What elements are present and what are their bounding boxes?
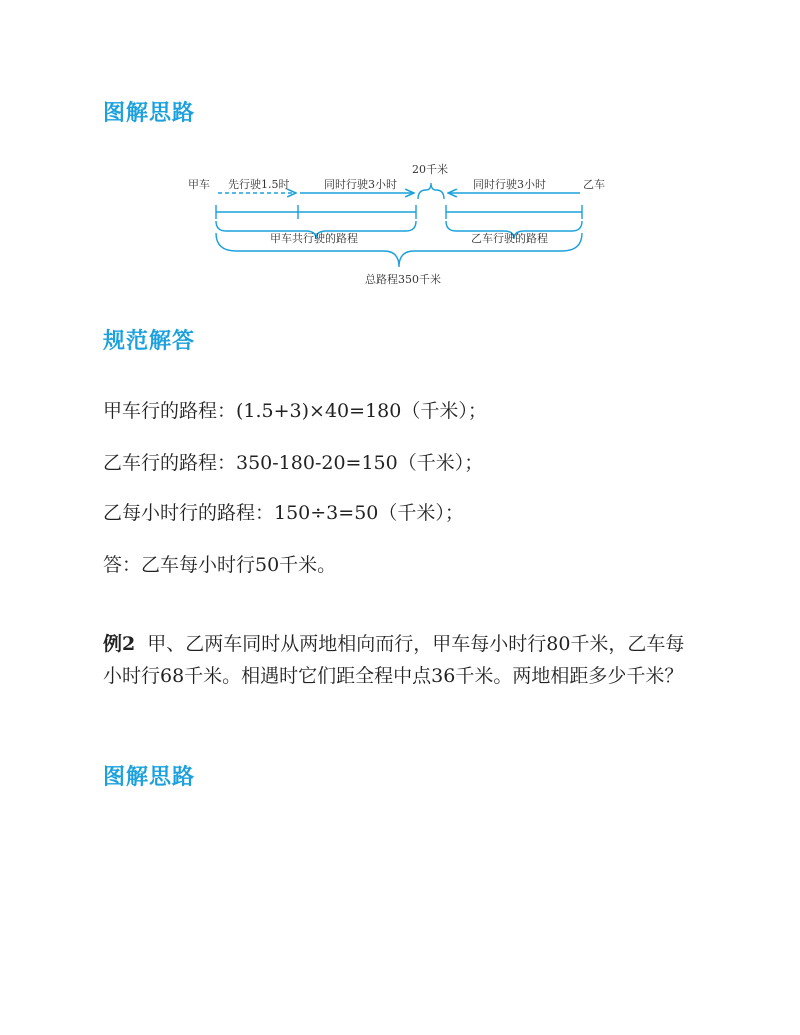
example-text: 甲、乙两车同时从两地相向而行，甲车每小时行80千米，乙车每小时行68千米。相遇时它们距全程中点36千米。两地相距多少千米？ <box>103 633 685 687</box>
gap-brace <box>418 183 444 199</box>
label-total-distance: 总路程350千米 <box>365 273 441 286</box>
label-first-travel: 先行驶1.5时 <box>228 178 290 191</box>
label-car-b: 乙车 <box>583 178 605 191</box>
label-car-b-distance: 乙车行驶的路程 <box>471 232 548 245</box>
label-together-b: 同时行驶3小时 <box>473 178 546 191</box>
solution-line-1: 甲车行的路程：(1.5+3)×40=180（千米）； <box>103 400 487 422</box>
line-segment-diagram <box>180 155 620 295</box>
answer-heading: 规范解答 <box>103 329 196 354</box>
example-problem <box>103 628 703 692</box>
solution-line-2: 乙车行的路程：350-180-20=150（千米）； <box>103 452 484 474</box>
label-together-a: 同时行驶3小时 <box>324 178 397 191</box>
solution-answer: 答：乙车每小时行50千米。 <box>103 554 337 576</box>
example-label: 例2 <box>103 633 136 655</box>
label-car-a-total: 甲车共行驶的路程 <box>270 232 358 245</box>
solution-line-3: 乙每小时行的路程：150÷3=50（千米）； <box>103 502 464 524</box>
diagram-heading-2: 图解思路 <box>103 765 196 790</box>
label-gap: 20千米 <box>412 163 448 176</box>
label-car-a: 甲车 <box>188 178 210 191</box>
diagram-heading: 图解思路 <box>103 101 196 126</box>
